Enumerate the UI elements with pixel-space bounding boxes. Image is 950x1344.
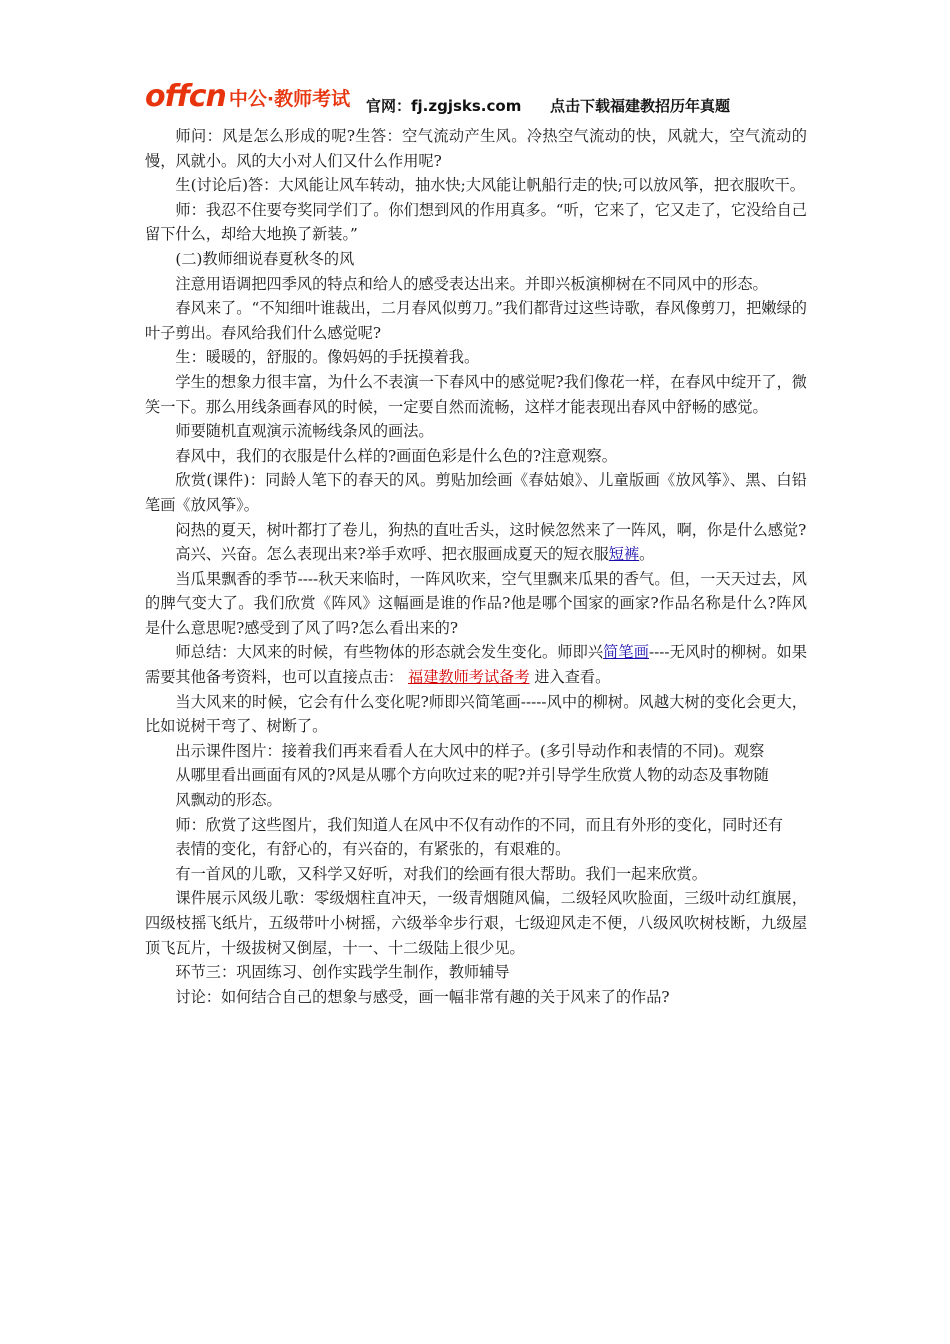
paragraph: 当大风来的时候，它会有什么变化呢?师即兴简笔画-----风中的柳树。风越大树的变化会更大，比如说树干弯了、树断了。	[145, 692, 807, 736]
paragraph: 学生的想象力很丰富，为什么不表演一下春风中的感觉呢?我们像花一样，在春风中绽开了，微笑一下。那么用线条画春风的时候，一定要自然而流畅，这样才能表现出春风中舒畅的感觉。	[145, 372, 807, 416]
paragraph: 欣赏(课件)：同龄人笔下的春天的风。剪贴加绘画《春姑娘》、儿童版画《放风筝》、黑、白铅笔画《放风筝》。	[145, 471, 807, 514]
paragraph-text: 师总结：大风来的时候，有些物体的形态就会发生变化。师即兴	[175, 643, 604, 662]
logo-latin-text: offcn	[145, 79, 226, 114]
paragraph: 表情的变化，有舒心的，有兴奋的，有紧张的，有艰难的。	[175, 840, 571, 859]
paragraph: 春风中，我们的衣服是什么样的?画面色彩是什么色的?注意观察。	[175, 446, 617, 465]
paragraph: 从哪里看出画面有风的?风是从哪个方向吹过来的呢?并引导学生欣赏人物的动态及事物随	[175, 766, 769, 785]
paragraph: 环节三：巩固练习、创作实践学生制作，教师辅导	[175, 963, 510, 982]
paragraph: 师问：风是怎么形成的呢?生答：空气流动产生风。冷热空气流动的快，风就大，空气流动的慢，风就小。风的大小对人们又什么作用呢?	[145, 127, 807, 170]
paragraph: 出示课件图片：接着我们再来看看人在大风中的样子。(多引导动作和表情的不同)。观察	[175, 741, 765, 760]
paragraph-summary	[145, 640, 807, 689]
paragraph-text: 进入查看。	[534, 668, 611, 687]
paragraph: 师：我忍不住要夸奖同学们了。你们想到风的作用真多。“听，它来了，它又走了，它没给自己留下什么，却给大地换了新装。”	[145, 200, 807, 244]
paragraph: 闷热的夏天，树叶都打了卷儿，狗热的直吐舌头，这时候忽然来了一阵风，啊，你是什么感觉?	[175, 520, 807, 539]
paragraph: 师：欣赏了这些图片，我们知道人在风中不仅有动作的不同，而且有外形的变化，同时还有	[175, 815, 783, 834]
paragraph: 注意用语调把四季风的特点和给人的感受表达出来。并即兴板演柳树在不同风中的形态。	[175, 274, 768, 293]
section-heading: (二)教师细说春夏秋冬的风	[175, 249, 355, 268]
logo-chinese-text: 中公·教师考试	[228, 88, 351, 110]
paragraph-text: 高兴、兴奋。怎么表现出来?举手欢呼、把衣服画成夏天的短衣服	[175, 545, 609, 564]
offcn-logo	[145, 76, 350, 112]
paragraph: 生：暖暖的，舒服的。像妈妈的手抚摸着我。	[175, 348, 480, 367]
paragraph: 春风来了。“不知细叶谁裁出，二月春风似剪刀。”我们都背过这些诗歌，春风像剪刀，把嫩绿的叶子剪出。春风给我们什么感觉呢?	[145, 299, 807, 342]
fujian-exam-prep-link[interactable]: 福建教师考试备考	[408, 668, 530, 687]
paragraph: 生(讨论后)答：大风能让风车转动，抽水快;大风能让帆船行走的快;可以放风筝，把衣服吹干。	[175, 176, 805, 195]
paragraph: 师要随机直观演示流畅线条风的画法。	[175, 422, 434, 441]
page-header	[145, 76, 845, 116]
official-site-link[interactable]: 官网：fj.zgjsks.com	[366, 97, 522, 115]
paragraph: 当瓜果飘香的季节----秋天来临时，一阵风吹来，空气里飘来瓜果的香气。但，一天天过去，风的脾气变大了。我们欣赏《阵风》这幅画是谁的作品?他是哪个国家的画家?作品名称是什么?阵风是什么意思呢?感受到了风了吗?怎么看出来的?	[145, 569, 807, 637]
simple-drawing-link[interactable]: 简笔画	[603, 643, 649, 662]
paragraph: 课件展示风级儿歌：零级烟柱直冲天，一级青烟随风偏，二级轻风吹脸面，三级叶动红旗展，四级枝摇飞纸片，五级带叶小树摇，六级举伞步行艰，七级迎风走不便，八级风吹树枝断，九级屋顶飞瓦片，十级拔树又倒屋，十一、十二级陆上很少见。	[145, 889, 807, 957]
paragraph-text: ----无风时的柳树。如果需要其他备考资料，也可以直接点击：	[145, 643, 808, 687]
paragraph: 有一首风的儿歌，又科学又好听，对我们的绘画有很大帮助。我们一起来欣赏。	[175, 864, 707, 883]
document-body	[145, 124, 807, 1009]
paragraph: 讨论：如何结合自己的想象与感受，画一幅非常有趣的关于风来了的作品?	[175, 987, 670, 1006]
download-exams-link[interactable]: 点击下载福建教招历年真题	[550, 97, 731, 115]
paragraph: 风飘动的形态。	[175, 791, 282, 810]
paragraph-text: 。	[639, 545, 655, 564]
shorts-link[interactable]: 短裤	[608, 545, 640, 564]
paragraph-summer	[145, 542, 807, 567]
